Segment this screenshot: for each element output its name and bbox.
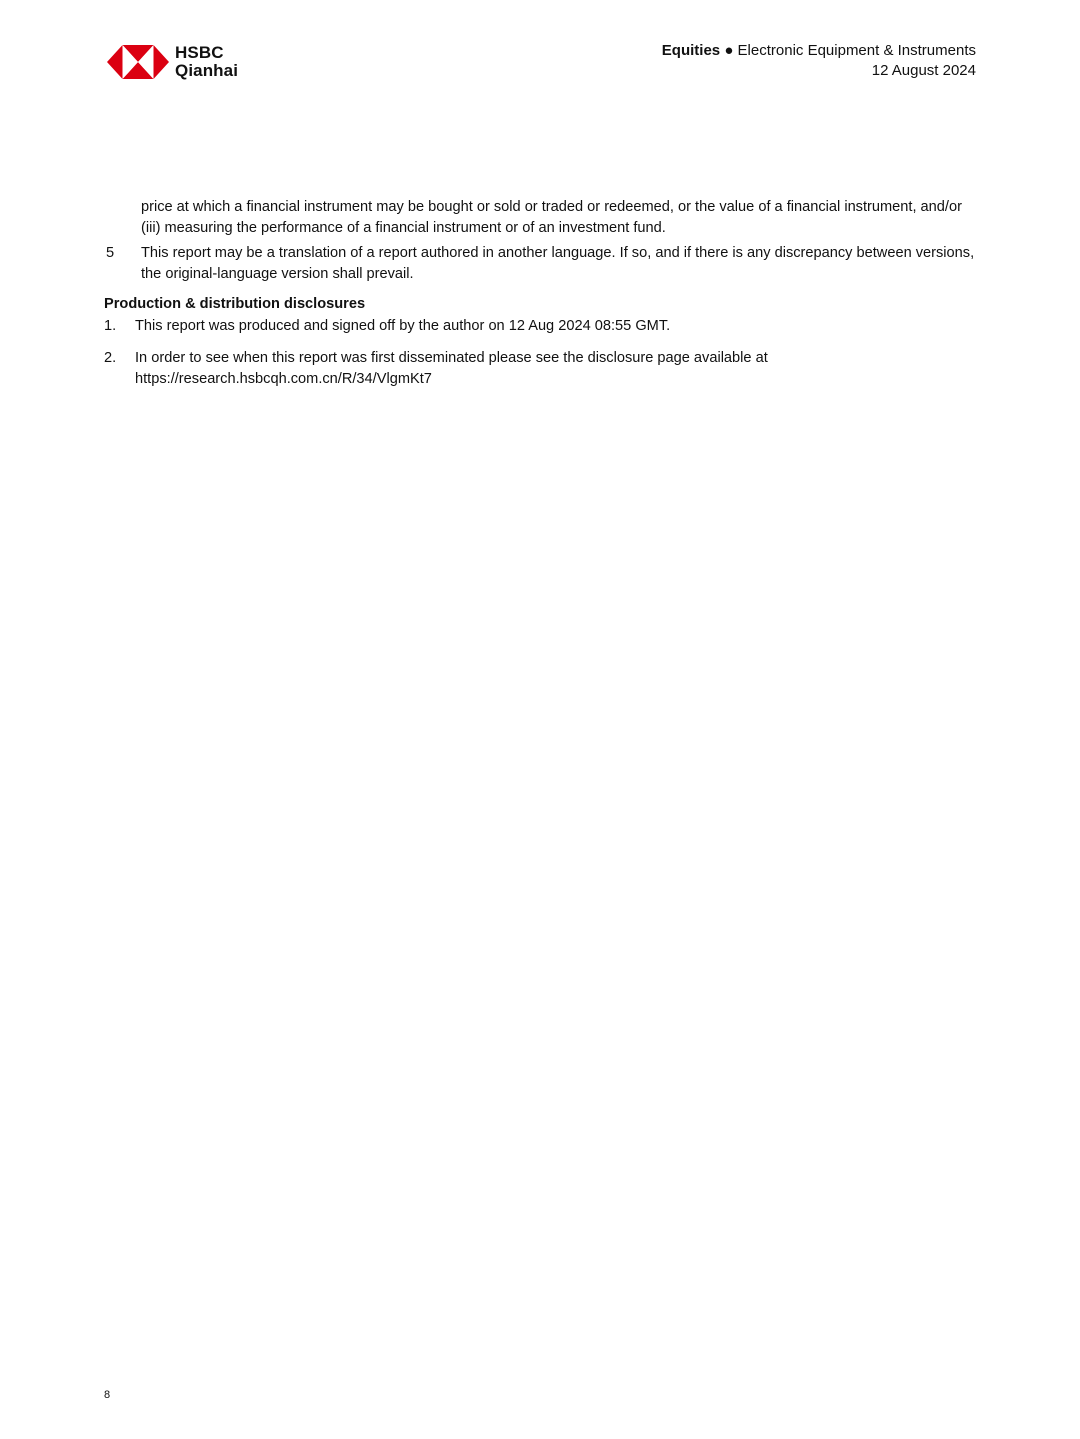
logo-wordmark xyxy=(175,44,238,80)
footnote-item xyxy=(104,243,980,285)
disclosure-text: This report was produced and signed off by the author on 12 Aug 2024 08:55 GMT. xyxy=(135,318,671,334)
page-content xyxy=(104,197,980,390)
footnote-number: 5 xyxy=(106,245,115,261)
footnote-text: This report may be a translation of a report authored in another language. If so, and if there is any discrepancy between versions, the original-language version shall prevail. xyxy=(141,245,975,282)
disclosure-text xyxy=(135,348,980,390)
disclosure-number: 2. xyxy=(104,350,117,366)
disclosure-item xyxy=(104,316,980,337)
disclosure-url[interactable]: https://research.hsbcqh.com.cn/R/34/VlgmKt7 xyxy=(135,371,432,387)
hsbc-qianhai-logo xyxy=(107,44,238,80)
report-header-info xyxy=(662,41,976,81)
hsbc-hexagon-logo-icon xyxy=(107,45,169,79)
report-date: 12 August 2024 xyxy=(871,62,976,79)
page-number: 8 xyxy=(104,1389,111,1401)
section-heading: Production & distribution disclosures xyxy=(104,296,366,312)
logo-line-2: Qianhai xyxy=(175,61,239,80)
disclosure-item xyxy=(104,348,980,390)
sector-name: Electronic Equipment & Instruments xyxy=(737,42,976,59)
section-name: Equities xyxy=(661,42,721,59)
footnote-continuation: price at which a financial instrument may be bought or sold or traded or redeemed, or the value of a financial instrument, and/or (iii) measuring the performance of a financial instrument or of an investment fund. xyxy=(141,199,962,236)
logo-line-1: HSBC xyxy=(175,43,224,62)
disclosure-number: 1. xyxy=(104,318,117,334)
report-section-line xyxy=(662,41,976,61)
disclosure-text-line: In order to see when this report was first disseminated please see the disclosure page available at xyxy=(135,350,768,366)
bullet-separator: ● xyxy=(724,42,734,59)
